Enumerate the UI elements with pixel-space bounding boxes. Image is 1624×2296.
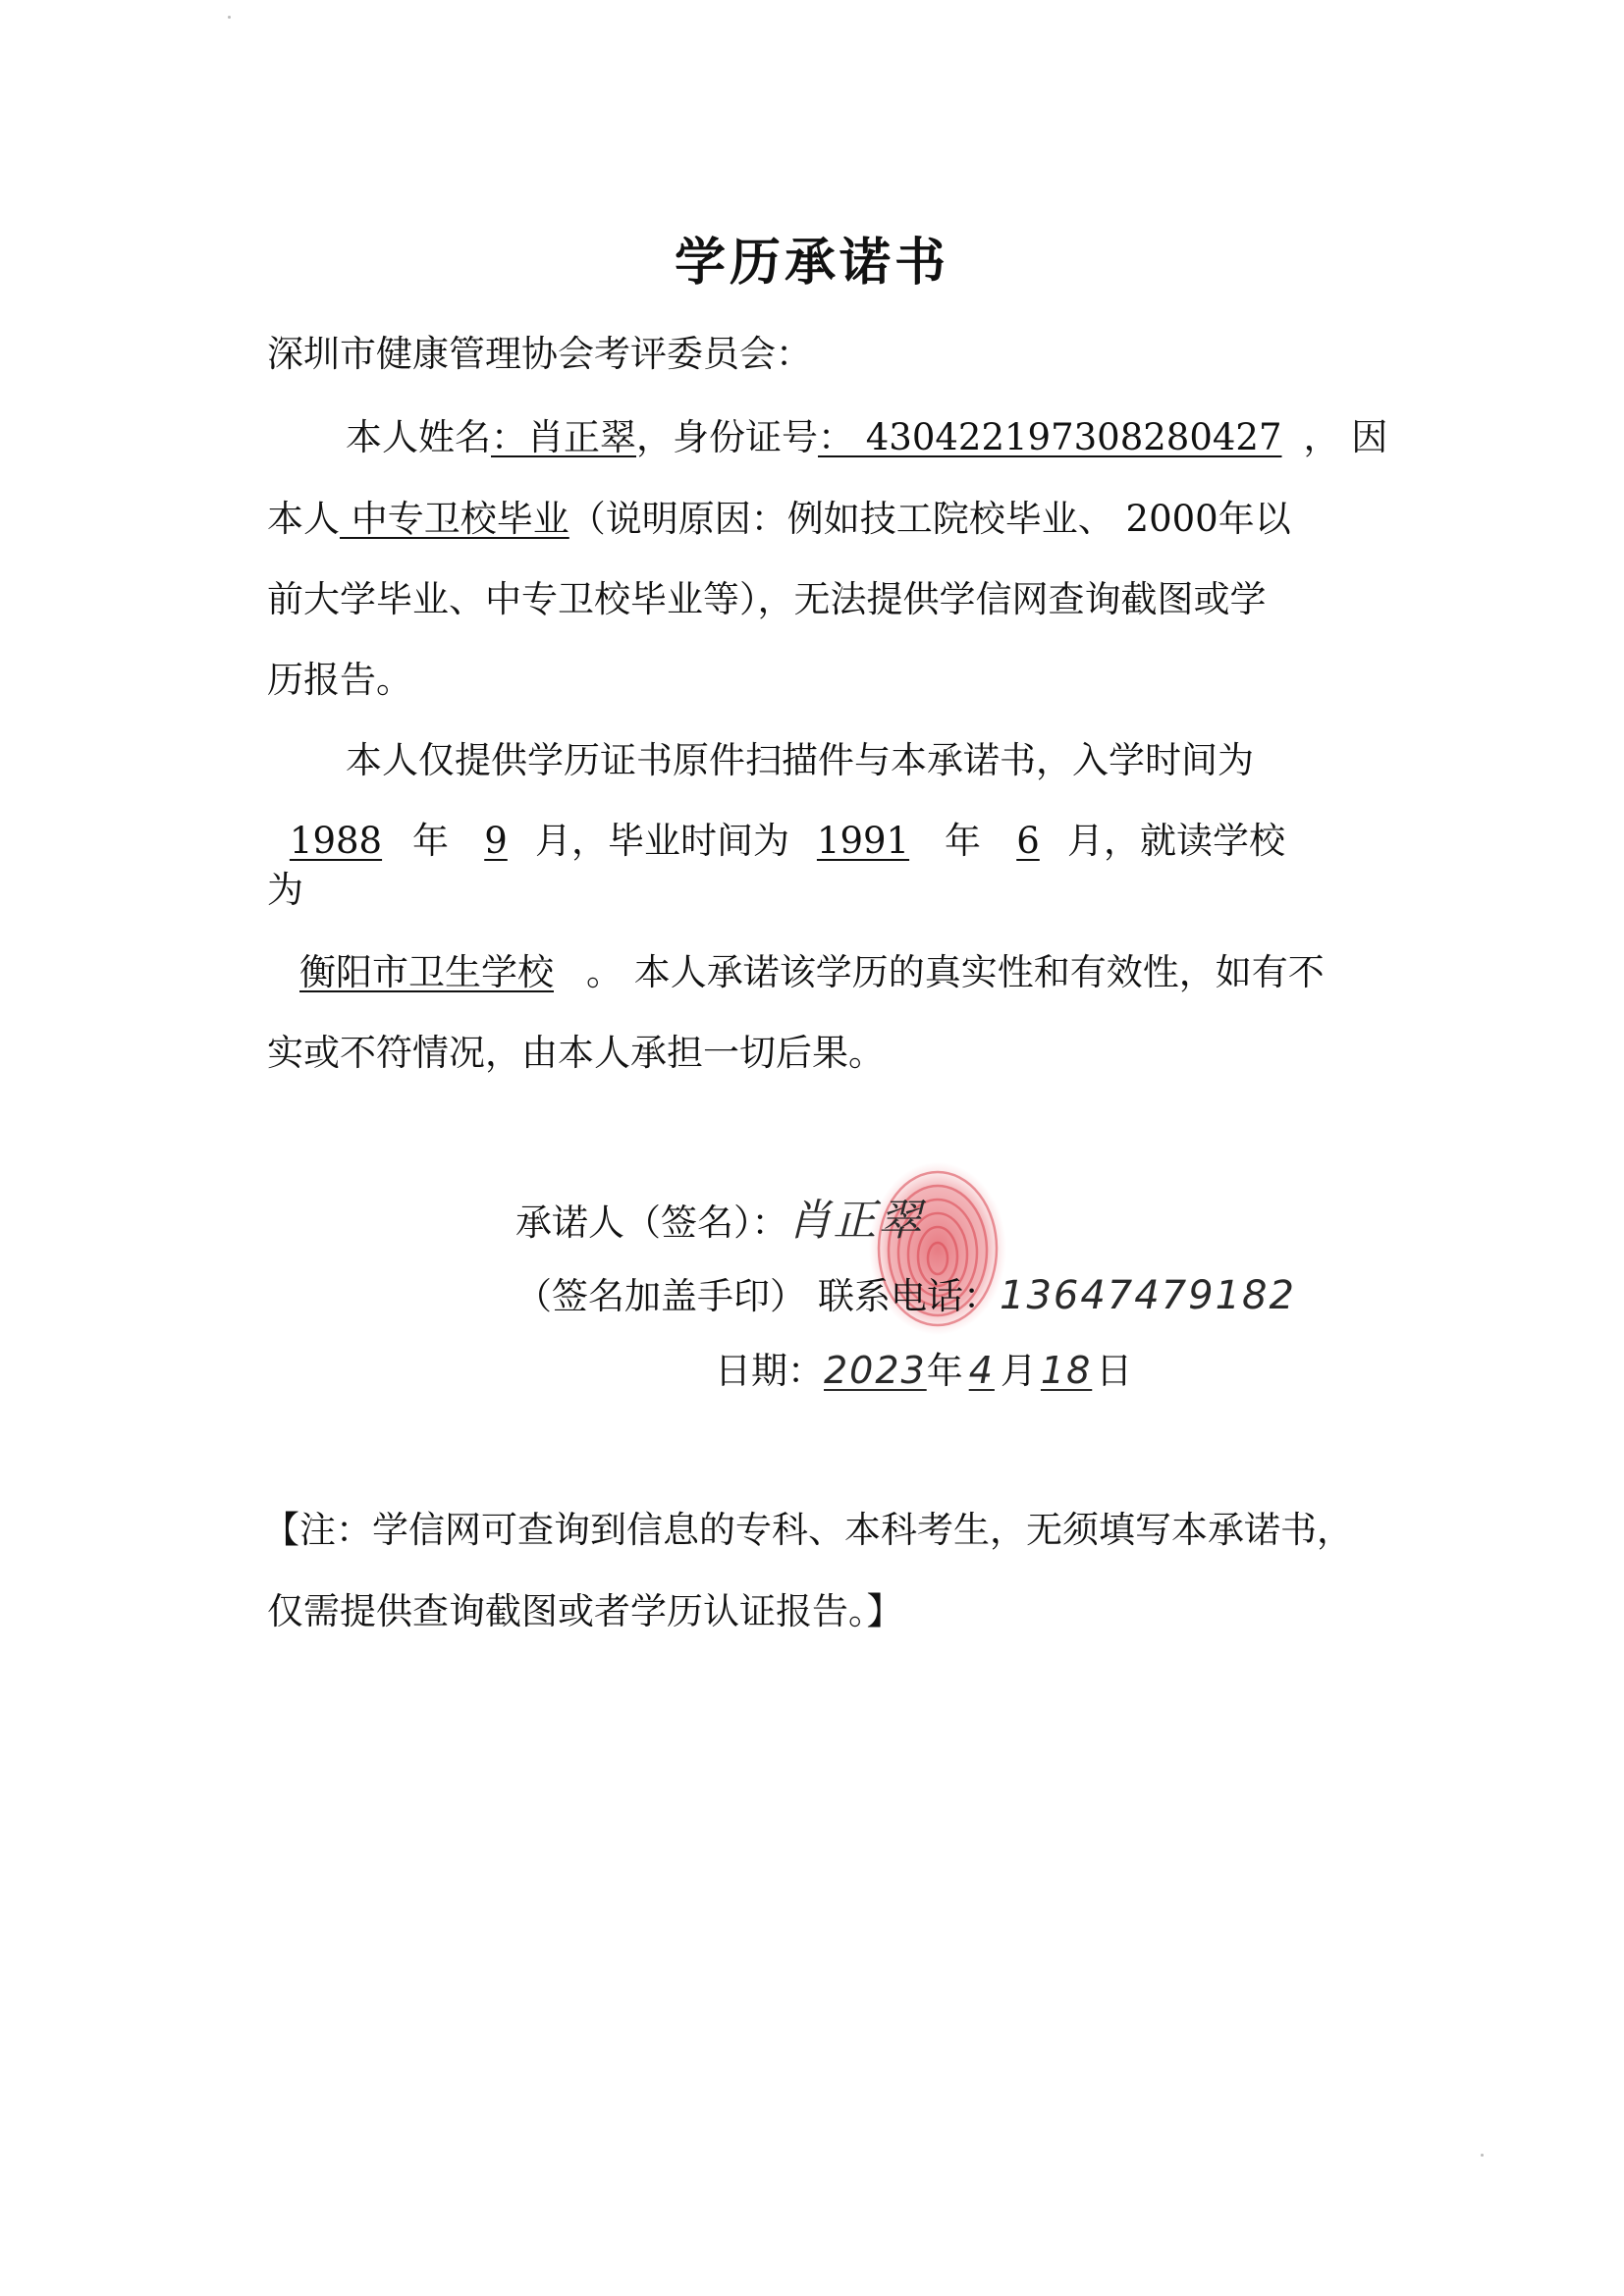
date-label: 日期：	[715, 1350, 824, 1392]
month-char: 月	[1000, 1350, 1037, 1392]
paragraph-2-line-3: 为	[267, 869, 303, 911]
commitment-text: 。 本人承诺该学历的真实性和有效性，如有不	[586, 951, 1325, 993]
phone-label: 联系电话：	[818, 1275, 1000, 1317]
date-year: 2023	[824, 1349, 927, 1392]
month-label: 月，就读学校	[1067, 820, 1285, 862]
id-label: ，身份证号	[636, 416, 818, 458]
paragraph-1-line-4: 历报告。	[267, 659, 412, 701]
addressee: 深圳市健康管理协会考评委员会：	[267, 333, 812, 375]
document-title: 学历承诺书	[674, 234, 949, 293]
note-line-1: 【注：学信网可查询到信息的专科、本科考生，无须填写本承诺书，	[263, 1509, 1353, 1551]
date-day: 18	[1040, 1349, 1093, 1392]
paragraph-2-line-2	[267, 820, 1285, 862]
paragraph-1-line-3: 前大学毕业、中专卫校毕业等），无法提供学信网查询截图或学	[267, 578, 1267, 620]
handwritten-phone: 13647479182	[1000, 1273, 1296, 1318]
school-value: 衡阳市卫生学校	[299, 951, 554, 993]
enroll-month: 9	[484, 820, 508, 862]
paragraph-1-line-1	[346, 416, 1388, 458]
line-tail: ， 因	[1303, 416, 1388, 458]
reason-prefix: 本人	[267, 498, 340, 540]
enroll-year: 1988	[289, 820, 383, 862]
paragraph-1-line-2	[267, 498, 1291, 540]
signer-label: 承诺人（签名）：	[515, 1201, 788, 1244]
year-char: 年	[926, 1350, 963, 1392]
scan-speck	[1481, 2154, 1484, 2157]
day-char: 日	[1096, 1350, 1133, 1392]
scan-speck	[228, 16, 231, 19]
grad-year: 1991	[816, 820, 910, 862]
month-label: 月，毕业时间为	[535, 820, 789, 862]
paragraph-2-line-5: 实或不符情况，由本人承担一切后果。	[267, 1032, 885, 1074]
paragraph-2-line-4	[267, 951, 1325, 993]
handwritten-signature: 肖正翠	[787, 1196, 924, 1246]
id-number-value: ： 430422197308280427	[818, 416, 1282, 458]
note-line-2: 仅需提供查询截图或者学历认证报告。】	[267, 1590, 903, 1632]
year-label: 年	[945, 820, 981, 862]
fingerprint-label: （签名加盖手印）	[515, 1275, 806, 1317]
paragraph-2-line-1: 本人仅提供学历证书原件扫描件与本承诺书，入学时间为	[346, 739, 1254, 781]
name-value: ：肖正翠	[491, 416, 636, 458]
reason-explanation: （说明原因：例如技工院校毕业、 2000年以	[568, 498, 1291, 540]
date-line	[715, 1349, 1133, 1392]
name-label: 本人姓名	[346, 416, 491, 458]
date-month: 4	[968, 1349, 995, 1392]
reason-value: 中专卫校毕业	[340, 498, 569, 540]
year-label: 年	[412, 820, 449, 862]
grad-month: 6	[1016, 820, 1040, 862]
signer-line	[515, 1196, 924, 1246]
contact-line	[515, 1273, 1296, 1318]
